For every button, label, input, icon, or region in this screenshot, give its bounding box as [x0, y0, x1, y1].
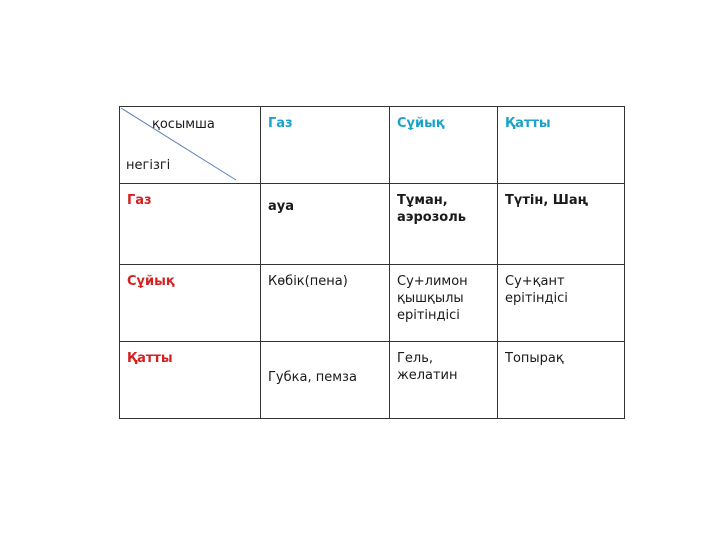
- table-row: [120, 265, 625, 342]
- column-header-solid: Қатты: [498, 107, 625, 184]
- corner-cell: [120, 107, 261, 184]
- table-cell: Су+қант ерітіндісі: [498, 265, 625, 342]
- table-cell: Гель, желатин: [390, 342, 498, 419]
- table-cell: Көбік(пена): [261, 265, 390, 342]
- table-row: [120, 184, 625, 265]
- corner-top-label: қосымша: [152, 117, 215, 132]
- table-cell: Губка, пемза: [261, 342, 390, 419]
- row-header-liquid: Сұйық: [120, 265, 261, 342]
- row-header-solid: Қатты: [120, 342, 261, 419]
- table-cell: Түтін, Шаң: [498, 184, 625, 265]
- table-row: [120, 342, 625, 419]
- row-header-gas: Газ: [120, 184, 261, 265]
- table-cell: Топырақ: [498, 342, 625, 419]
- table-cell: ауа: [261, 184, 390, 265]
- table-cell: Тұман, аэрозоль: [390, 184, 498, 265]
- corner-bottom-label: негізгі: [126, 158, 171, 173]
- column-header-gas: Газ: [261, 107, 390, 184]
- table-cell: Су+лимон қышқылы ерітіндісі: [390, 265, 498, 342]
- table-header-row: [120, 107, 625, 184]
- column-header-liquid: Сұйық: [390, 107, 498, 184]
- dispersion-systems-table: [119, 106, 625, 419]
